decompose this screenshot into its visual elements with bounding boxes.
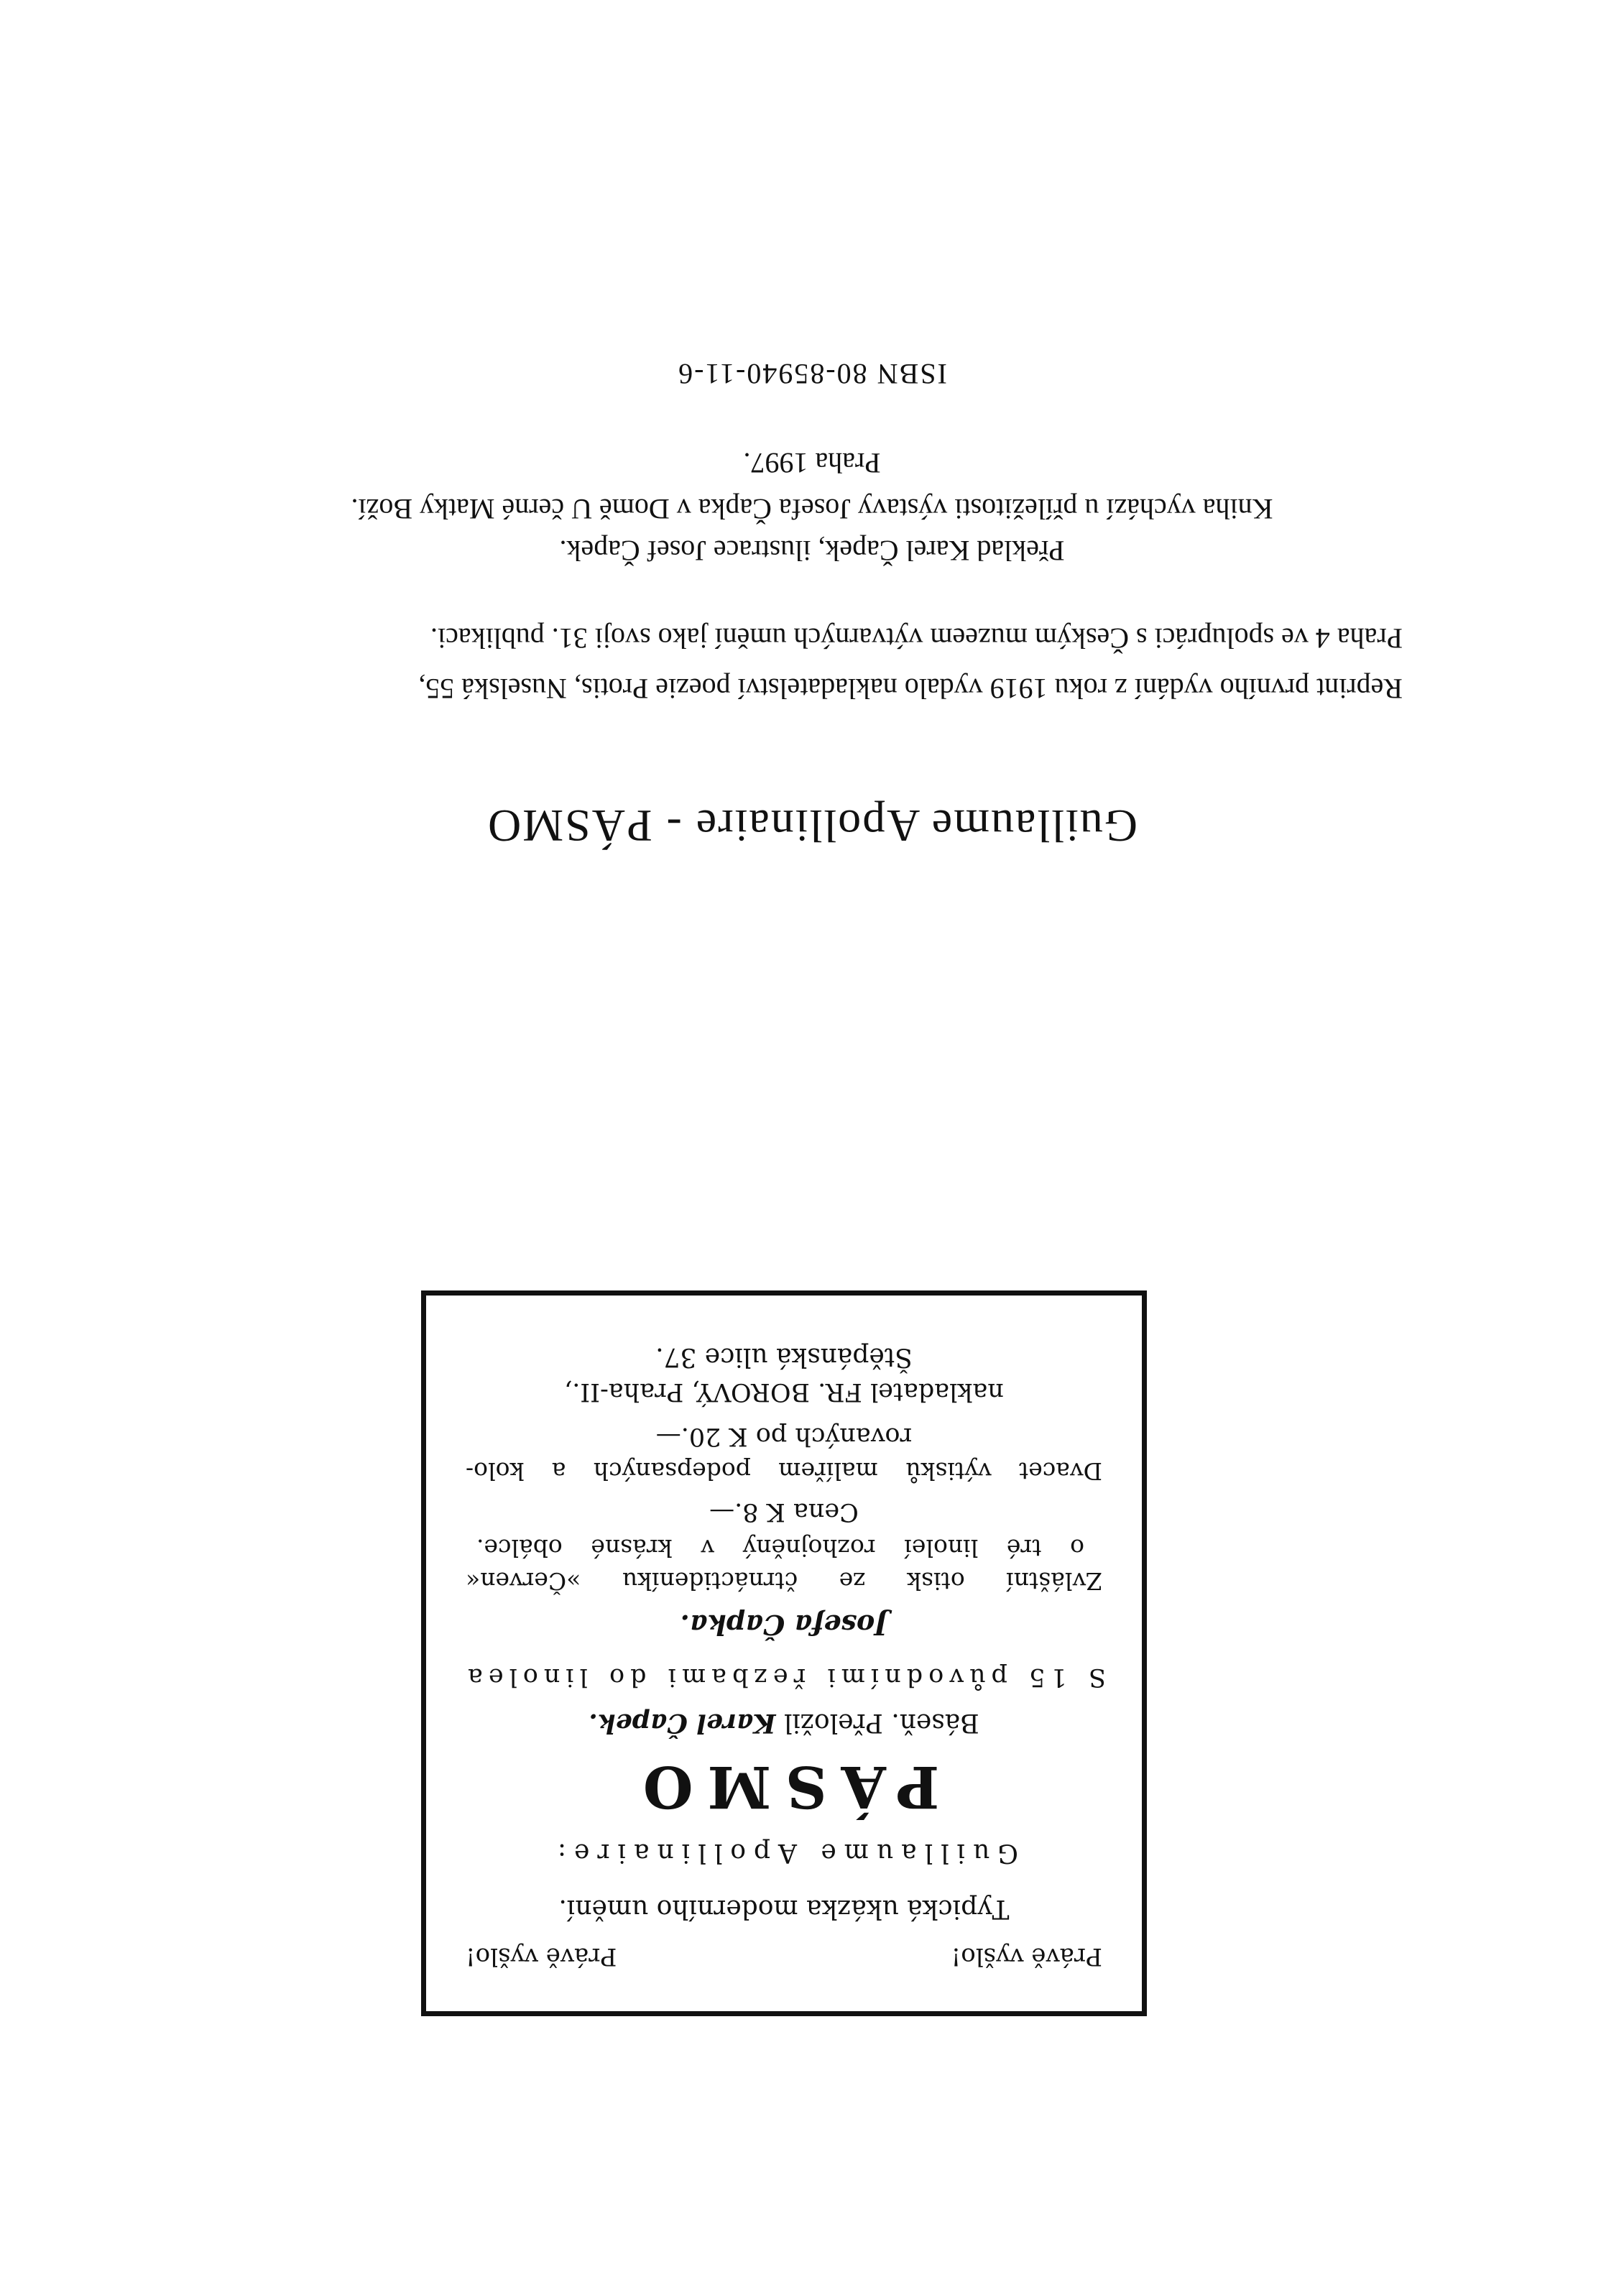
just-published-row	[466, 1942, 1102, 1971]
colophon-translation: Překlad Karel Čapek, ilustrace Josef Čapek.	[559, 535, 1065, 567]
colophon-place-year: Praha 1997.	[743, 447, 881, 479]
ad-linocuts: S 15 původními řezbami do linolea	[462, 1663, 1106, 1691]
ad-street: Štěpánská ulice 37.	[655, 1342, 913, 1372]
ad-poem-prefix: Báseň. Přeložil	[784, 1708, 979, 1737]
colophon-isbn: ISBN 80-85940-11-6	[677, 358, 947, 390]
colophon-reprint-line1: Reprint prvního vydání z roku 1919 vydalo nakladatelství poezie Protis, Nuselská 55,	[418, 673, 1403, 705]
ad-price: Cena K 8.—	[709, 1497, 859, 1526]
ad-translator: Karel Čapek.	[589, 1708, 776, 1738]
colophon-exhibition: Kniha vychází u příležitosti výstavy Josefa Čapka v Domě U černé Matky Boží.	[351, 493, 1273, 525]
advertisement-box	[421, 1290, 1147, 2016]
ad-author: Guillaume Apollinaire:	[549, 1838, 1019, 1867]
ad-special-print-line1: Zvláštní otisk ze čtrnáctideníku »Červen«	[466, 1567, 1102, 1595]
ad-special-print-line2: o tré linoleí rozhojněný v krásné obálce.	[476, 1534, 1084, 1562]
colophon-reprint-line2: Praha 4 ve spolupráci s Českým muzeem výtvarných umění jako svoji 31. publikaci.	[430, 622, 1403, 655]
book-title: Guillaume Apollinaire - PÁSMO	[486, 800, 1138, 851]
ad-signed-copies-line1: Dvacet výtisků malířem podepsaných a kolo-	[466, 1457, 1102, 1485]
ad-publisher: nakladatel FR. BOROVÝ, Praha-II.,	[564, 1377, 1004, 1406]
ad-signed-copies-line2: rovaných po K 20.—	[655, 1422, 913, 1451]
ad-poem-line	[426, 1708, 1142, 1738]
ad-subtitle: Typická ukázka moderního umění.	[558, 1894, 1010, 1924]
just-published-right: Právě vyšlo!	[466, 1942, 617, 1971]
ad-title: PÁSMO	[628, 1753, 940, 1821]
ad-artist: Josefa Čapka.	[680, 1609, 888, 1641]
just-published-left: Právě vyšlo!	[951, 1942, 1102, 1971]
